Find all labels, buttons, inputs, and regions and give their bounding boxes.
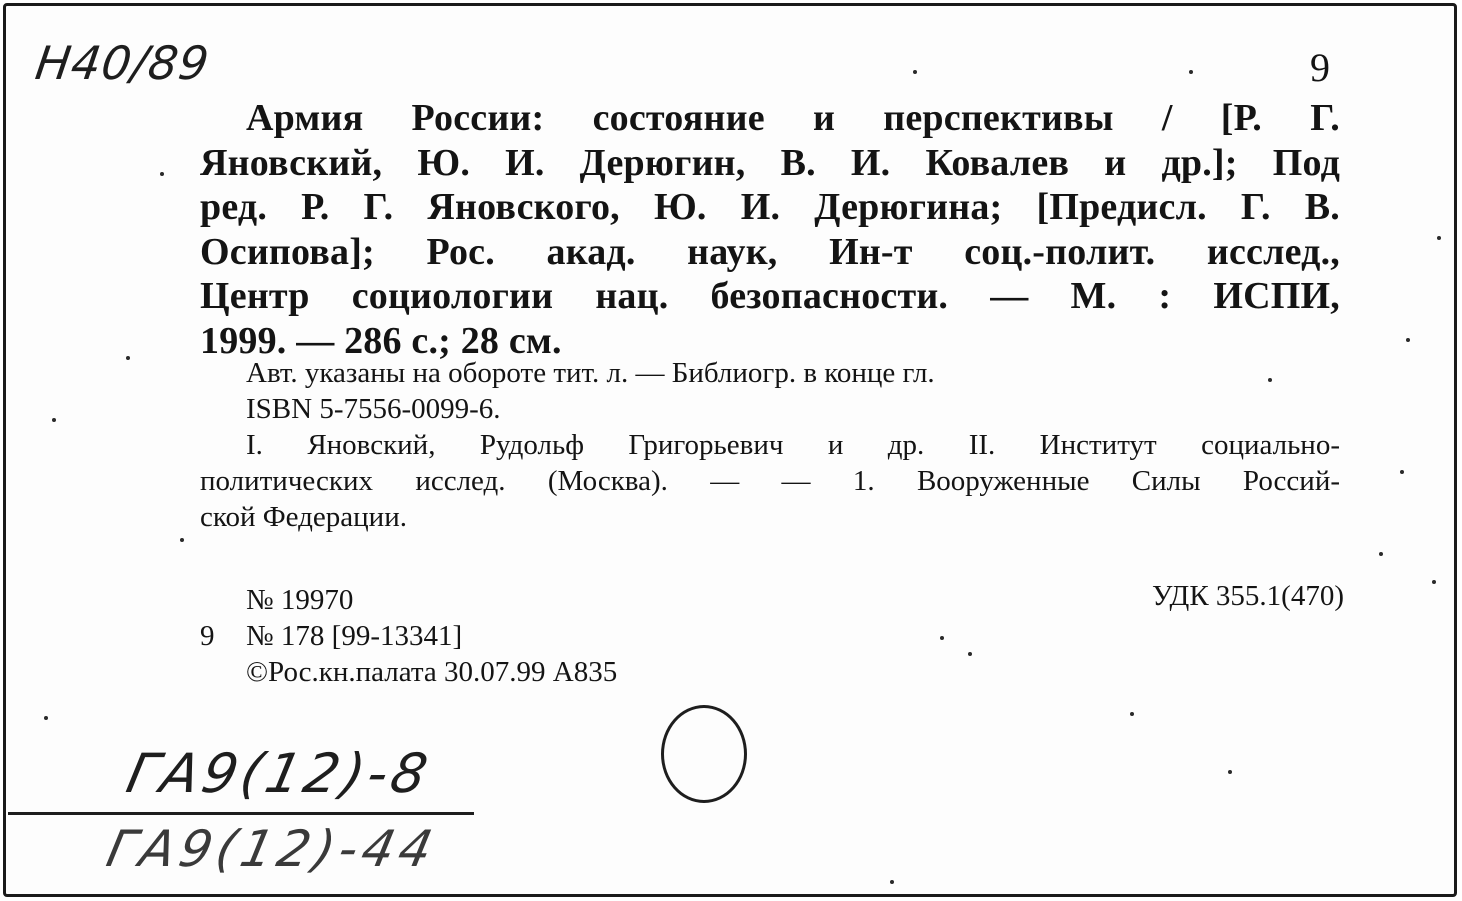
isbn: ISBN 5-7556-0099-6.	[246, 393, 501, 425]
classification-stamp: ГА9(12)-8	[121, 742, 437, 805]
shelf-mark: Н40/89	[32, 36, 213, 90]
title-line: 1999. — 286 с.; 28 см.	[200, 319, 562, 362]
title-line: Центр социологии нац. безопасности. — М. : ИСПИ,	[200, 275, 1340, 317]
scan-speck	[1432, 580, 1436, 584]
issue-prefix: 9	[200, 620, 215, 652]
scan-speck	[1406, 338, 1410, 342]
title-line: Армия России: состояние и перспективы / [Р. Г.	[246, 97, 1340, 139]
copyright-line: ©Рос.кн.палата 30.07.99 А835	[246, 656, 618, 688]
title-line: Осипова]; Рос. акад. наук, Ин-т соц.-полит. исслед.,	[200, 230, 1340, 273]
scan-speck	[940, 636, 944, 640]
punch-hole	[661, 705, 747, 803]
page-number: 9	[1310, 45, 1330, 90]
title-line: ред. Р. Г. Яновского, Ю. И. Дерюгина; [Предисл. Г. В.	[200, 186, 1340, 228]
authors-note: Авт. указаны на обороте тит. л. — Библиогр. в конце гл.	[246, 357, 935, 389]
record-number: № 19970	[246, 584, 354, 616]
classification-stamp-faded: ГА9(12)-44	[101, 820, 443, 878]
notes-block	[200, 355, 1340, 535]
scan-speck	[1437, 236, 1441, 240]
scan-speck	[968, 652, 972, 656]
title-line: Яновский, Ю. И. Дерюгин, В. И. Ковалев и др.]; Под	[200, 141, 1340, 184]
udk-code: УДК 355.1(470)	[1151, 580, 1344, 612]
scan-speck	[44, 716, 48, 720]
issue-number: № 178 [99-13341]	[246, 620, 463, 652]
scan-speck	[126, 356, 130, 360]
scan-speck	[1400, 470, 1404, 474]
scan-speck	[180, 538, 184, 542]
scan-speck	[1189, 70, 1193, 74]
tracing-line: политических исслед. (Москва). — — 1. Вооруженные Силы Россий-	[200, 465, 1340, 497]
scan-speck	[890, 880, 894, 884]
scan-speck	[1379, 552, 1383, 556]
tracing-line: I. Яновский, Рудольф Григорьевич и др. II. Институт социально-	[246, 429, 1340, 461]
scan-speck	[1130, 712, 1134, 716]
scan-speck	[160, 172, 164, 176]
scan-speck	[1228, 770, 1232, 774]
title-block	[200, 96, 1340, 363]
scan-speck	[913, 70, 917, 74]
scan-speck	[1268, 378, 1272, 382]
divider-line	[8, 812, 474, 815]
scan-speck	[52, 418, 56, 422]
tracing-line: ской Федерации.	[200, 501, 407, 533]
